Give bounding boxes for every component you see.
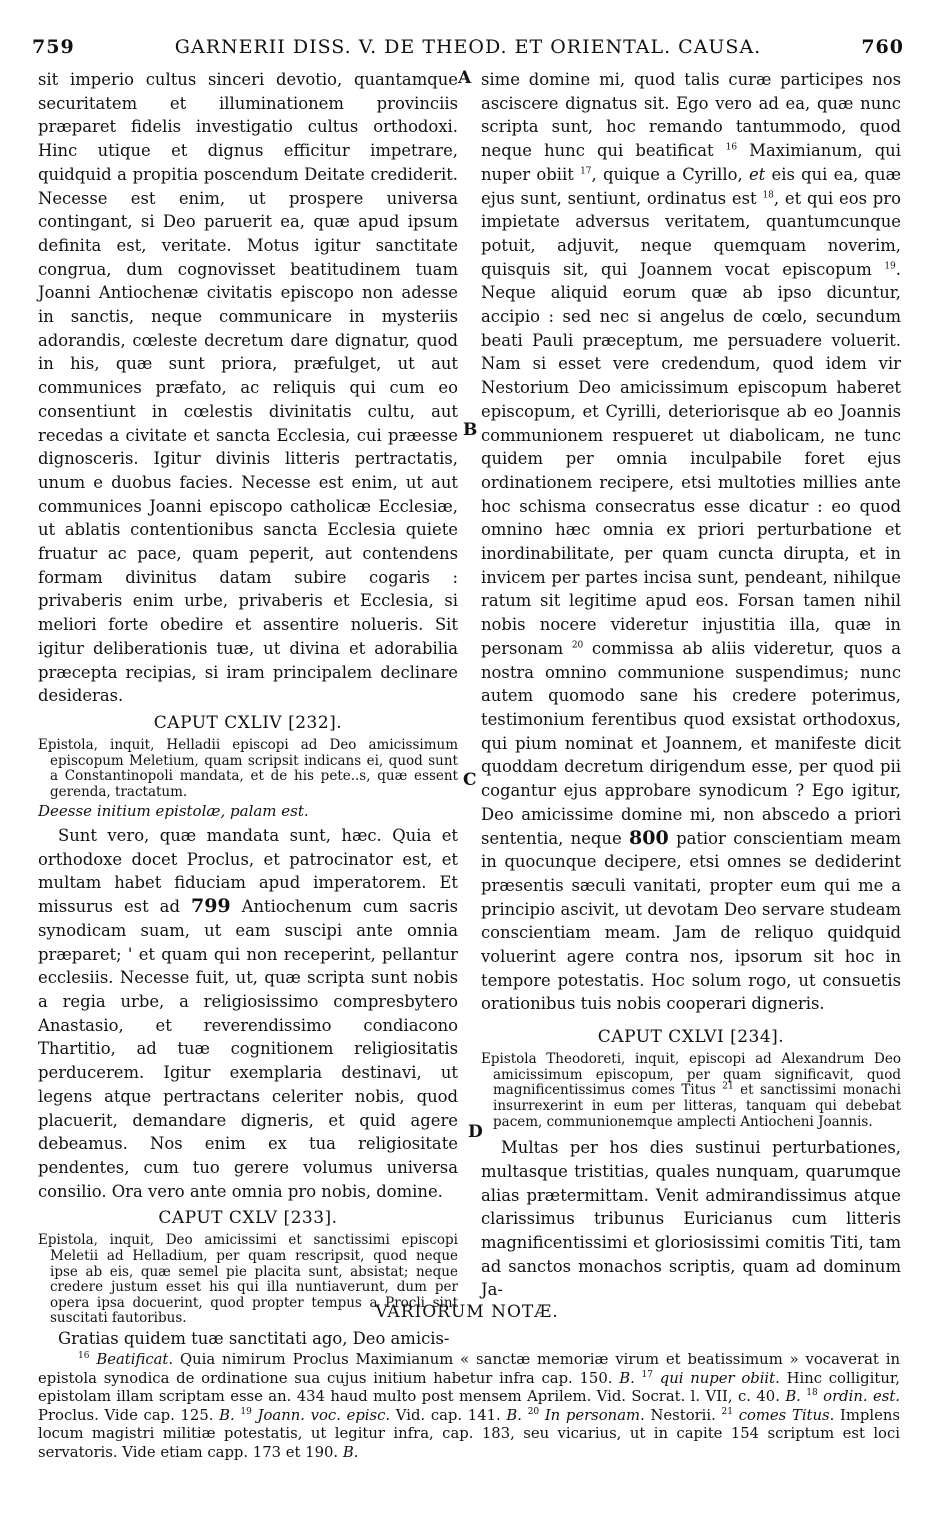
note-text: Nestorii. [644,1406,722,1424]
text-run: Epistola Theodoreti, inquit, episcopi ad Alexandrum Deo amicissimum episcopum, per quam significavit, quod magnificentissimus comes Titus [481,1051,901,1099]
note-number: 17 [641,1369,653,1380]
note-text: Implens locum magistri militiæ potestatis, ut legitur infra, cap. 183, seu vicarius, ut in capite 154 scriptum est loci servatoris. Vide etiam capp. 173 et 190. [38,1406,900,1461]
left-paragraph-2 [38,824,458,1203]
note-lemma: In personam. [544,1406,645,1424]
text-run: patior conscientiam meam in quocunque decipere, etsi omnes se dediderint præsentis sæculi vanitati, propter eum qui me a principio ascivit, ut devotam Deo servare studeam conscientiam meam. Jam de reliquo quidquid voluerint agere contra nos, ipsorum sit hoc in tempore potestatis. Hoc solum rogo, ut consuetis orationibus tuis nobis cooperari digneris. [481,828,901,1014]
note-ref-19: 19 [884,261,896,272]
text-run: Maximianum, qui nuper obiit [481,141,901,184]
italic-word: et [748,164,766,184]
note-signature: B. [219,1406,235,1424]
note-item [528,1407,722,1424]
page-number-left: 759 [32,36,75,58]
text-run: , quique a Cyrillo, [591,164,743,184]
inline-page-number-800: 800 [629,826,669,849]
chapter-heading-145: CAPUT CXLV [233]. [158,1208,338,1229]
note-text: Hinc colligitur, epistolam illam scriptam esse an. 434 haud multo post mensem Aprilem. Vid. Socrat. l. VII, c. 40. [38,1369,900,1406]
variorum-notes [38,1351,900,1463]
chapter-heading-146: CAPUT CXLVI [234]. [597,1027,785,1048]
notes-heading: VARIORUM NOTÆ. [375,1302,559,1322]
note-signature: B. [342,1443,359,1461]
note-text: Proclus. Vide cap. 125. [38,1406,220,1424]
left-column [38,68,458,1351]
text-run: commissa ab aliis videretur, quos a nostra omnino communione suspendimus; nunc autem quomodo sane his credere poterimus, testimonium ferentibus quod exsistat orthodoxus, qui pium nominat et Joannem, et manifeste dicit quoddam decretum dirigendum esse, per quod pii cogantur ejus approbare synodicum ? Ego igitur, Deo amicissime domine mi, non abscedo a priori sententia, neque [481,638,901,848]
left-paragraph-1: sit imperio cultus sinceri devotio, quantamque securitatem et illuminationem provinciis præparet fidelis investigatio cultus orthodoxi. Hinc utique et dignus efficitur impetrare, quidquid a propitia poscendum Deitate crediderit. Necesse est enim, ut prospere universa contingant, si Deo paruerit ea, quæ apud ipsum definita est, veritate. Motus igitur sanctitate congrua, dum cognovisset beatitudinem tuam Joanni Antiochenæ civitatis episcopo non adesse in sanctis, neque communicare in mysteriis adorandis, cœleste decretum dare dignatur, quod in his, quæ sunt priora, præfulget, ut aut communices præfato, ac reliquis qui cum eo consentiunt in cœlestis divinitatis cultu, aut recedas a civitate et sancta Ecclesia, cui præesse dignosceris. Igitur divinis litteris pertractatis, unum e duobus facies. Necesse est enim, ut aut communices Joanni episcopo catholicæ Ecclesiæ, ut ablatis contentionibus sancta Ecclesia quiete fruatur ac pace, quam peperit, aut contendens formam divinitus datam subire cogaris : privaberis enim urbe, privaberis et Ecclesia, si meliori forte obedire et assentire nolueris. Sit igitur deliberationis tuæ, ut divina et adorabilia præcepta recipias, si iram principalem declinare desideras. [38,70,458,706]
right-column [481,68,901,1302]
note-ref-17: 17 [580,166,592,177]
note-number: 20 [527,1406,540,1417]
note-signature: B. [506,1406,522,1424]
incipit-note: Deesse initium epistolæ, palam est. [38,802,309,821]
chapter-summary-144: Epistola, inquit, Helladii episcopi ad Deo amicissimum episcopum Meletium, quam scripsit indicans ei, quod sunt a Constantinopoli mandata, et de his pete..s, quæ essent gerenda, tractatum. [38,736,458,800]
note-ref-18: 18 [762,190,774,201]
note-lemma: qui nuper obiit. [659,1369,780,1387]
margin-letter-b: B [463,420,478,440]
note-text: Vid. cap. 141. [390,1406,507,1424]
margin-letter-a: A [458,68,472,88]
note-item [240,1407,527,1424]
note-ref-16: 16 [725,142,738,153]
note-text: Quia nimirum Proclus Maximianum « sanctæ memoriæ virum et beatissimum » vocaverat in epistola synodica de ordinatione sua cujus initium habetur infra cap. 150. [38,1351,900,1387]
right-paragraph-2: Multas per hos dies sustinui perturbationes, multasque tristitias, quales nunquam, quarumque alias prætermittam. Venit admirandissimus atque clarissimus tribunus Euricianus cum litteris magnificentissimi et gloriosissimi comitis Titi, tam ad sanctos monachos scriptis, quam ad dominum Ja- [481,1138,901,1300]
chapter-summary-145: Epistola, inquit, Deo amicissimi et sanctissimi episcopi Meletii ad Helladium, per quam rescripsit, quod neque ipse ab eis, quæ semel pie placita sunt, absistat; neque credere justum esset his qui illa nuntiaverunt, dum per opera ipsa docuerint, quod propter tempus a Procli sint suscitati fautoribus. [38,1232,458,1327]
chapter-heading-144: CAPUT CXLIV [232]. [153,712,343,733]
note-number: 16 [78,1351,90,1362]
note-number: 18 [806,1388,818,1399]
note-number: 19 [240,1406,252,1417]
page-number-right: 760 [861,36,904,58]
note-ref-20: 20 [571,640,584,651]
note-ref-21: 21 [722,1081,734,1092]
text-run: . Neque aliquid eorum quæ ab ipso dicuntur, accipio : sed nec si angelus de cœlo, secundum beati Pauli præceptum, me persuadere voluerit. Nam si esset vere credendum, quod idem vir Nestorium Deo amicissimum episcopum haberet episcopum, et Cyrilli, deteriorisque ab eo Joannis communionem respueret ut diabolicam, ne tunc quidem per omnia inculpabile foret ejus ordinationem recipere, etsi multoties millies ante hoc schisma consecratus esse dicatur : eo quod omnino hæc omnia ex priori perturbatione et inordinabilitate, per quam cuncta dirupta, et in invicem per partes incisa sunt, pendeant, nihilque ratum sit legitime apud eos. Forsan tamen nihil nobis nocere videretur injustitia illa, quæ in personam [481,259,901,658]
left-paragraph-2a: Sunt vero, quæ mandata sunt, hæc. Quia et orthodoxe docet Proclus, et patrocinator est, et multam habet fiduciam apud imperatorem. Et missurus est ad [38,826,458,917]
running-head [32,36,904,60]
note-signature: B. [619,1369,635,1387]
right-paragraph-1 [481,68,901,1016]
note-lemma: Beatificat. [96,1351,174,1368]
note-lemma: Joann. voc. episc. [257,1406,391,1424]
text-run: eis qui ea, quæ ejus sunt, sentiunt, ordinatus est [481,164,902,208]
text-run: sime domine mi, quod talis curæ participes nos asciscere dignatus sit. Ego vero ad ea, quæ nunc scripta sunt, hoc remando tantummodo, quod neque hunc qui beatificat [481,70,901,161]
text-run: et sanctissimi monachi insurrexerint in eum per litteras, tanquam qui debebat pacem, communionemque amplecti Antiocheni Joannis. [493,1082,902,1130]
margin-letter-c: C [463,770,477,790]
note-lemma: comes Titus. [738,1406,835,1424]
left-paragraph-3: Gratias quidem tuæ sanctitati ago, Deo amicis- [58,1328,450,1348]
note-number: 21 [721,1406,733,1417]
margin-letter-d: D [468,1122,483,1142]
chapter-summary-146 [481,1052,901,1130]
inline-page-number-799: 799 [190,895,231,918]
running-title: GARNERII DISS. V. DE THEOD. ET ORIENTAL. CAUSA. [174,36,762,58]
note-lemma: ordin. est. [823,1388,900,1406]
left-paragraph-2b: Antiochenum cum sacris synodicam suam, ut eam suscipi ante omnia præparet; ' et quam qui non receperint, pellantur ecclesiis. Necesse fuit, ut, quæ scripta sunt nobis a regia urbe, a religiosissimo compresbytero Anastasio, et reverendissimo condiacono Thartitio, ad tuæ cognitionem religiositatis perducerem. Igitur exemplaria destinavi, ut legens atque pertractans celeriter nobis, quod placuerit, demandare digneris, et quid agere debeamus. Nos enim ex tua religiositate pendentes, cum tuo gerere volumus universa consilio. Ora vero ante omnia pro nobis, domine. [38,897,458,1201]
note-signature: B. [785,1388,801,1406]
text-run: , et qui eos pro impietate adversus veritatem, quantumcunque potuit, adjuvit, neque quemquam noverim, quisquis sit, qui Joannem vocat episcopum [481,188,901,279]
